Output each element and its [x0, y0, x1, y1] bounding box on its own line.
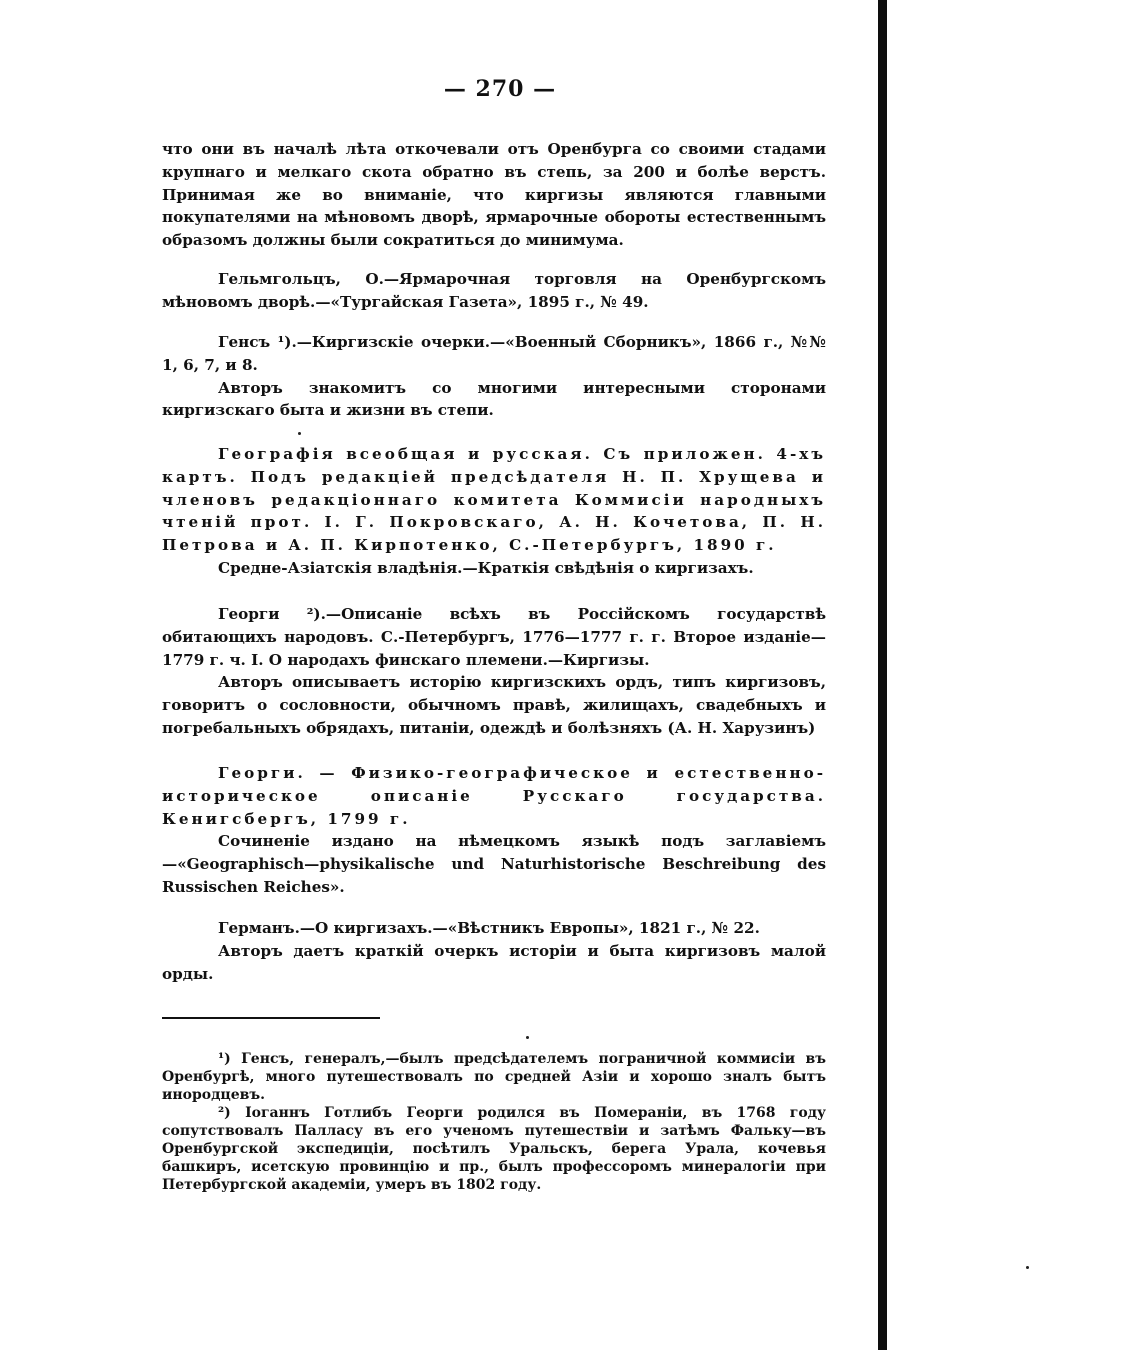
entry-note: Авторъ знакомитъ со многими интересными сторонами киргизскаго быта и жизни въ степи.	[162, 378, 826, 420]
print-speck	[1026, 1266, 1029, 1269]
entry-heading: Германъ.—О киргизахъ.—«Вѣстникъ Европы», 1821 г., № 22.	[218, 919, 760, 937]
bib-entry	[162, 443, 826, 580]
footnote-separator	[162, 1017, 380, 1019]
bib-entry	[162, 331, 826, 422]
footnote: ¹) Генсъ, генералъ,—былъ предсѣдателемъ пограничной коммисіи въ Оренбургѣ, много путешествовалъ по средней Азіи и хорошо зналъ бытъ инородцевъ.	[162, 1051, 826, 1103]
page-number: — 270 —	[443, 76, 557, 102]
entry-note: Средне-Азіатскія владѣнія.—Краткія свѣдѣнія о киргизахъ.	[218, 558, 754, 577]
bib-entry	[162, 917, 826, 985]
print-speck	[298, 432, 301, 435]
continuation-text: что они въ началѣ лѣта откочевали отъ Оренбурга со своими стадами крупнаго и мелкаго скота обратно въ степь, за 200 и болѣе верстъ. Принимая же во вниманіе, что киргизы являются главными покупателями на мѣновомъ дворѣ, ярмарочные обороты естественнымъ образомъ должны были сократиться до минимума.	[162, 140, 826, 250]
bib-entry	[162, 603, 826, 740]
entry-note: Авторъ даетъ краткій очеркъ исторіи и быта киргизовъ малой орды.	[162, 941, 826, 983]
print-speck	[526, 1036, 529, 1039]
entry-note: Сочиненіе издано на нѣмецкомъ языкѣ подъ заглавіемъ—«Geographisch—physikalische und Naturhistorische Beschreibung des Russischen Reiches».	[162, 832, 826, 896]
entry-heading: Георги. — Физико-географическое и естественно-историческое описаніе Русскаго государства. Кенигсбергъ, 1799 г.	[162, 764, 826, 828]
bib-entry	[162, 762, 826, 899]
entry-heading: Георги ²).—Описаніе всѣхъ въ Россійскомъ государствѣ обитающихъ народовъ. С.-Петербургъ, 1776—1777 г. г. Второе изданіе—1779 г. ч. І. О народахъ финскаго племени.—Киргизы.	[162, 605, 826, 669]
entry-note: Авторъ описываетъ исторію киргизскихъ ордъ, типъ киргизовъ, говоритъ о сословности, обычномъ правѣ, жилищахъ, свадебныхъ и погребальныхъ обрядахъ, питаніи, одеждѣ и болѣзняхъ (А. Н. Харузинъ)	[162, 673, 826, 737]
entry-heading: Генсъ ¹).—Киргизскіе очерки.—«Военный Сборникъ», 1866 г., №№ 1, 6, 7, и 8.	[162, 333, 826, 374]
footnotes	[162, 1050, 826, 1194]
bib-entry	[162, 268, 826, 314]
continuation-paragraph	[162, 138, 826, 252]
footnote: ²) Іоганнъ Готлибъ Георги родился въ Померaніи, въ 1768 году сопутствовалъ Палласу въ его ученомъ путешествіи и затѣмъ Фальку—въ Оренбургской экспедиціи, посѣтилъ Уральскъ, берега Урала, кочевья башкиръ, исетскую провинцію и пр., былъ профессоромъ минералогіи при Петербургской академіи, умеръ въ 1802 году.	[162, 1105, 826, 1193]
page-edge-shadow	[878, 0, 887, 1350]
entry-heading: Гельмгольцъ, О.—Ярмарочная торговля на Оренбургскомъ мѣновомъ дворѣ.—«Тургайская Газета», 1895 г., № 49.	[162, 270, 826, 311]
entry-heading: Географія всеобщая и русская. Съ приложен. 4-хъ картъ. Подъ редакціей предсѣдателя Н. П. Хрущева и членовъ редакціоннаго комитета Коммисіи народныхъ чтеній прот. І. Г. Покровскаго, А. Н. Кочетова, П. Н. Петрова и А. П. Кирпотенко, С.-Петербургъ, 1890 г.	[162, 445, 826, 555]
